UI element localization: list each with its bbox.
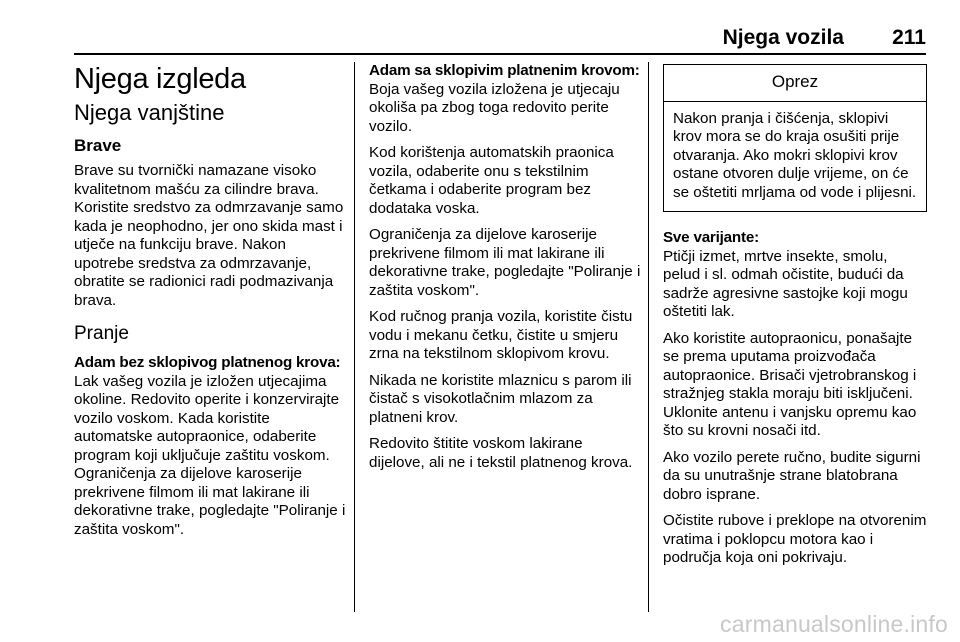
- watermark: carmanualsonline.info: [720, 611, 948, 637]
- subheading-sve-varijante: Sve varijante:: [663, 229, 759, 246]
- paragraph: Nikada ne koristite mlaznicu s parom ili čistač s visokotlačnim mlazom za platneni krov.: [369, 371, 632, 426]
- subsection-title: Njega vanjštine: [74, 100, 225, 125]
- paragraph-sve-varijante: [663, 229, 927, 322]
- running-title: Njega vozila: [722, 26, 844, 49]
- paragraph-text: Ptičji izmet, mrtve insekte, smolu, pelud i sl. odmah očistite, budući da sadrže agresivne sastojke koji mogu oštetiti lak.: [663, 247, 908, 320]
- heading-pranje: Pranje: [74, 323, 129, 344]
- paragraph: Ako koristite autopraonicu, ponašajte se prema uputama proizvođača autopraonice. Brisači vjetrobranskog i stražnjeg stakla moraju biti isključeni. Uklonite antenu i vanjsku opremu kao što su krovni nosači itd.: [663, 329, 917, 439]
- column-3: [663, 62, 927, 576]
- paragraph: Kod korištenja automatskih praonica vozila, odaberite onu s tekstilnim četkama i odaberite program bez dodataka voska.: [369, 144, 614, 217]
- paragraph: Očistite rubove i preklope na otvorenim vratima i poklopcu motora kao i područja koja oni pokrivaju.: [663, 512, 927, 566]
- caution-text: Nakon pranja i čišćenja, sklopivi krov mora se do kraja osušiti prije otvaranja. Ako mokri sklopivi krov ostane otvoren dulje vrijeme, on će se oštetiti mrljama od vode i plijesni.: [673, 109, 917, 201]
- paragraph: Kod ručnog pranja vozila, koristite čistu vodu i mekanu četku, čistite u smjeru zrna na tekstilnom sklopivom krovu.: [369, 308, 633, 362]
- paragraph: Redovito štitite voskom lakirane dijelove, ali ne i tekstil platnenog krova.: [369, 435, 633, 471]
- subheading-adam-bez-krova: Adam bez sklopivog platnenog krova:: [74, 354, 341, 371]
- paragraph-adam-sa-krovom: [369, 62, 641, 136]
- paragraph-brave: Brave su tvornički namazane visoko kvalitetnom mašću za cilindre brava. Koristite sredstvo za odmrzavanje samo kada je neophodno, jer ono skida mast i utječe na funkciju brave. Nakon upotrebe sredstva za odmrzavanje, obratite se radionici radi podmazivanja brava.: [74, 162, 344, 309]
- column-divider-2: [648, 62, 649, 612]
- caution-box: [663, 64, 927, 212]
- paragraph-text: Lak vašeg vozila je izložen utjecajima okoline. Redovito operite i konzervirajte vozilo voskom. Kada koristite automatske autopraonice, odaberite program koji uključuje zaštitu voskom. Ograničenja za dijelove karoserije prekrivene filmom ili mat lakirane ili dekorativne trake, pogledajte "Poliranje i zaštita voskom".: [74, 372, 346, 538]
- paragraph: Ograničenja za dijelove karoserije prekrivene filmom ili mat lakirane ili dekorativne trake, pogledajte "Poliranje i zaštita voskom".: [369, 226, 641, 299]
- subheading-adam-sa-krovom: Adam sa sklopivim platnenim krovom:: [369, 62, 640, 79]
- column-divider-1: [354, 62, 355, 612]
- section-title: Njega izgleda: [74, 63, 246, 95]
- heading-brave: Brave: [74, 136, 122, 155]
- paragraph-adam-bez-krova: [74, 354, 346, 539]
- column-2: [369, 62, 641, 480]
- page-header: [74, 26, 926, 52]
- header-rule: [74, 53, 926, 55]
- page-number: 211: [892, 26, 926, 49]
- column-1: [74, 62, 346, 547]
- paragraph: Ako vozilo perete ručno, budite sigurni da su unutrašnje strane blatobrana dobro isprane.: [663, 448, 921, 503]
- caution-title: Oprez: [664, 65, 926, 102]
- paragraph-text: Boja vašeg vozila izložena je utjecaju okoliša pa zbog toga redovito perite vozilo.: [369, 80, 620, 135]
